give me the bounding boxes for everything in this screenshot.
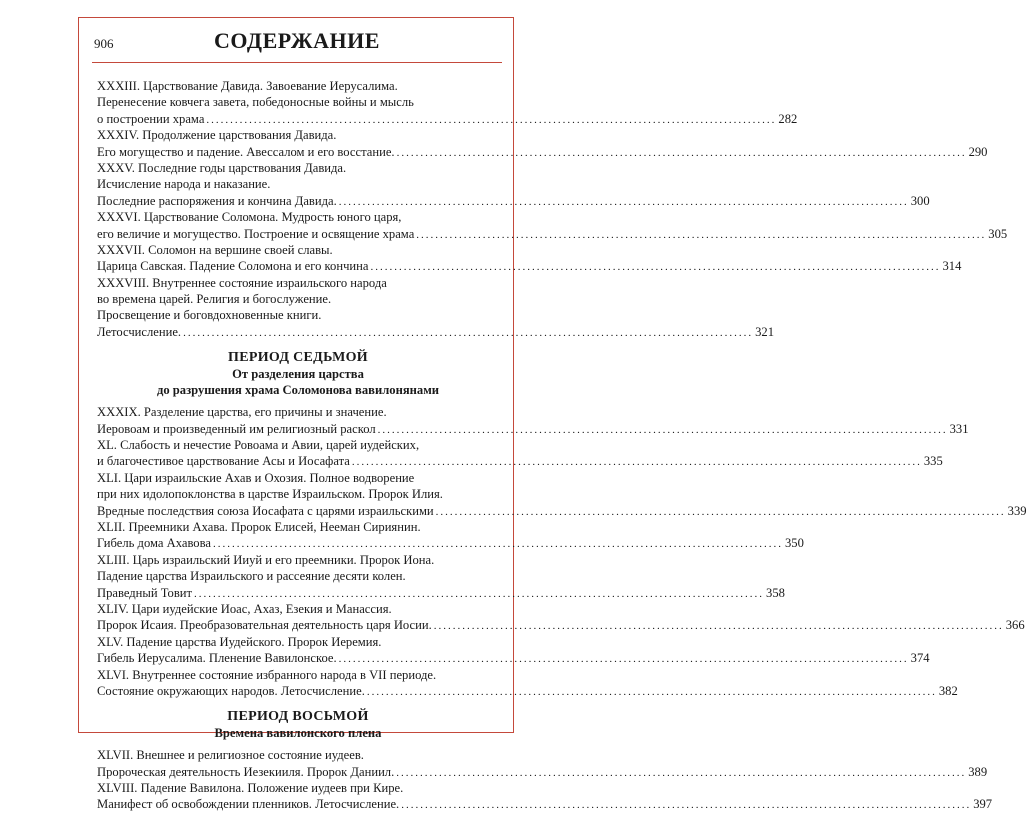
toc-entry-last-line — [97, 453, 943, 469]
toc-entry-text: его величие и могущество. Построение и освящение храма — [97, 226, 415, 241]
toc-entry-last-line — [97, 617, 1025, 633]
toc-entry-line: XXXVIII. Внутреннее состояние израильского народа — [97, 275, 387, 290]
toc-entry-line: XLIII. Царь израильский Ииуй и его преемники. Пророк Иона. — [97, 552, 435, 567]
toc-entry-last-line — [97, 193, 930, 209]
period-heading: ПЕРИОД СЕДЬМОЙ — [228, 350, 368, 366]
toc-entry-last-line — [97, 226, 1008, 242]
toc-entry-line: XLI. Цари израильские Ахав и Охозия. Полное водворение — [97, 470, 415, 485]
toc-entry — [97, 127, 988, 160]
toc-entry-last-line — [97, 258, 962, 274]
dot-leader: ........................................................................................................................ — [206, 113, 777, 126]
period-subtitle: Времена вавилонского плена — [214, 726, 382, 741]
toc-entry-line: XXXVII. Соломон на вершине своей славы. — [97, 242, 333, 257]
toc-page-number: 389 — [968, 764, 988, 779]
toc-entry — [97, 242, 962, 275]
toc-entry-line: XXXIX. Разделение царства, его причины и значение. — [97, 405, 387, 420]
toc-page-number: 397 — [973, 797, 993, 812]
toc-entry-last-line — [97, 683, 958, 699]
toc-entry-line: Падение царства Израильского и рассеяние десяти колен. — [97, 569, 406, 584]
toc-entry-last-line — [97, 111, 798, 127]
period-subtitle: От разделения царства — [232, 367, 364, 382]
toc-entry-line: Перенесение ковчега завета, победоносные войны и мысль — [97, 95, 414, 110]
toc-entry-text: Его могущество и падение. Авессалом и его восстание. — [97, 144, 395, 159]
toc-entry-text: Праведный Товит — [97, 585, 193, 600]
toc-entry — [97, 519, 804, 552]
toc-entry-text: Состояние окружающих народов. Летосчисление. — [97, 683, 365, 698]
toc-entry-line: XLIV. Цари иудейские Иоас, Ахаз, Езекия и Манассия. — [97, 601, 392, 616]
toc-entry-text: Царица Савская. Падение Соломона и его кончина — [97, 259, 369, 274]
toc-page-number: 339 — [1007, 503, 1027, 518]
toc-entry-text: о построении храма — [97, 111, 205, 126]
toc-entry-last-line — [97, 764, 988, 780]
toc-entry-text: Последние распоряжения и кончина Давида. — [97, 193, 337, 208]
dot-leader: ........................................................................................................................ — [396, 146, 967, 159]
toc-entry — [97, 470, 1027, 519]
page-number: 906 — [94, 36, 114, 51]
toc-entry-line: Исчисление народа и наказание. — [97, 177, 271, 192]
period-subtitle: до разрушения храма Соломонова вавилонянами — [156, 383, 440, 398]
dot-leader: ........................................................................................................................ — [377, 423, 948, 436]
toc-entry — [97, 78, 798, 127]
toc-entry-line: XLII. Преемники Ахава. Пророк Елисей, Нееман Сириянин. — [97, 519, 421, 534]
dot-leader: ........................................................................................................................ — [212, 538, 783, 551]
toc-entry-line: XXXVI. Царствование Соломона. Мудрость юного царя, — [97, 210, 402, 225]
toc-entry-line: XXXIII. Царствование Давида. Завоевание Иерусалима. — [97, 79, 398, 93]
toc-page-number: 382 — [938, 683, 958, 698]
toc-entry — [97, 747, 988, 780]
dot-leader: ........................................................................................................................ — [338, 195, 909, 208]
toc-page-number: 374 — [910, 651, 930, 666]
toc-entry-last-line — [97, 144, 988, 160]
toc-entry — [97, 601, 1025, 634]
toc-entry-text: Манифест об освобождении пленников. Летосчисление. — [97, 797, 400, 812]
toc-page-number: 335 — [923, 454, 943, 469]
toc-entry-line: XLV. Падение царства Иудейского. Пророк Иеремия. — [97, 634, 382, 649]
toc-entry-line: XLVI. Внутреннее состояние избранного народа в VII периоде. — [97, 667, 437, 682]
toc-entry-last-line — [97, 650, 930, 666]
dot-leader: ........................................................................................................................ — [416, 228, 987, 241]
toc-entry-text: Гибель дома Ахавова — [97, 536, 211, 551]
toc-page-number: 314 — [942, 259, 962, 274]
toc-entry-text: Гибель Иерусалима. Пленение Вавилонское. — [97, 651, 337, 666]
toc-entry — [97, 634, 930, 667]
toc-entry-line: XXXIV. Продолжение царствования Давида. — [97, 128, 337, 143]
toc-entry-text: Пророк Исаия. Преобразовательная деятельность царя Иосии. — [97, 618, 432, 633]
table-of-contents — [97, 78, 1027, 813]
toc-entry-line: при них идолопоклонства в царстве Израильском. Пророк Илия. — [97, 487, 443, 502]
toc-entry-text: Пророческая деятельность Иезекииля. Пророк Даниил. — [97, 764, 395, 779]
dot-leader: ........................................................................................................................ — [183, 326, 754, 339]
dot-leader: ........................................................................................................................ — [401, 799, 972, 812]
toc-entry-last-line — [97, 796, 993, 812]
toc-entry — [97, 160, 930, 209]
toc-entry-last-line — [97, 503, 1027, 519]
dot-leader: ........................................................................................................................ — [396, 766, 967, 779]
dot-leader: ........................................................................................................................ — [351, 456, 922, 469]
dot-leader: ........................................................................................................................ — [435, 505, 1006, 518]
toc-page-number: 358 — [766, 585, 785, 600]
toc-entry — [97, 780, 993, 813]
dot-leader: ........................................................................................................................ — [366, 685, 937, 698]
period-heading: ПЕРИОД ВОСЬМОЙ — [227, 709, 369, 725]
toc-page-number: 366 — [1005, 618, 1025, 633]
toc-page-number: 321 — [755, 324, 774, 339]
toc-entry — [97, 667, 958, 700]
toc-entry-last-line — [97, 535, 804, 551]
toc-entry-line: Просвещение и боговдохновенные книги. — [97, 308, 322, 323]
toc-entry — [97, 437, 943, 470]
toc-page-number: 305 — [988, 226, 1008, 241]
toc-entry-line: XXXV. Последние годы царствования Давида. — [97, 160, 347, 175]
toc-entry-line: XLVIII. Падение Вавилона. Положение иудеев при Кире. — [97, 781, 404, 796]
toc-entry-text: Летосчисление. — [97, 324, 182, 339]
toc-entry-text: Вредные последствия союза Иосафата с царями израильскими — [97, 503, 434, 518]
toc-page-number: 331 — [949, 421, 969, 436]
toc-entry-line: XL. Слабость и нечестие Ровоама и Авии, царей иудейских, — [97, 438, 420, 453]
toc-page-number: 282 — [778, 111, 798, 126]
toc-entry — [97, 552, 785, 601]
toc-entry — [97, 275, 774, 341]
header-rule — [92, 62, 502, 63]
toc-entry-last-line — [97, 324, 774, 340]
toc-entry-last-line — [97, 585, 785, 601]
toc-entry — [97, 209, 1008, 242]
toc-group-period-8 — [97, 747, 993, 813]
toc-entry-line: XLVII. Внешнее и религиозное состояние иудеев. — [97, 748, 364, 763]
toc-group-period-6 — [97, 78, 1008, 340]
dot-leader: ........................................................................................................................ — [194, 587, 765, 600]
dot-leader: ........................................................................................................................ — [338, 653, 909, 666]
page-header — [92, 22, 502, 62]
toc-entry — [97, 404, 969, 437]
dot-leader: ........................................................................................................................ — [433, 620, 1004, 633]
toc-page-number: 290 — [968, 144, 988, 159]
toc-entry-last-line — [97, 421, 969, 437]
toc-page-number: 350 — [784, 536, 804, 551]
page-title: СОДЕРЖАНИЕ — [214, 28, 380, 53]
toc-page-number: 300 — [910, 193, 930, 208]
dot-leader: ........................................................................................................................ — [370, 261, 941, 274]
toc-entry-text: и благочестивое царствование Асы и Иосафата — [97, 454, 350, 469]
toc-entry-line: во времена царей. Религия и богослужение. — [97, 292, 332, 307]
toc-entry-text: Иеровоам и произведенный им религиозный раскол — [97, 421, 376, 436]
toc-group-period-7 — [97, 404, 1027, 699]
